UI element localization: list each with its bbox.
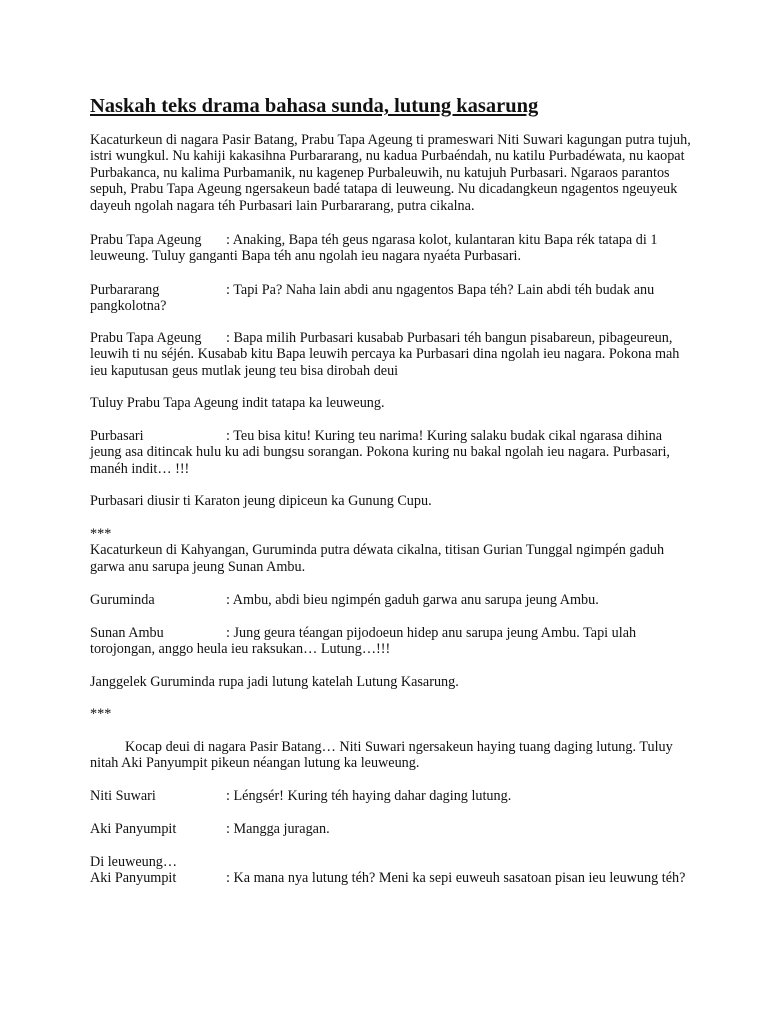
speaker-name: Aki Panyumpit	[90, 870, 177, 887]
dialogue-line: pangkolotna?	[90, 298, 167, 315]
dialogue-purbararang	[90, 282, 690, 315]
speaker-name: Purbasari	[90, 428, 144, 444]
dialogue-line: : Jung geura téangan pijodoeun hidep anu sarupa jeung Ambu. Tapi ulah	[226, 625, 637, 641]
scene-separator: ***	[90, 706, 112, 722]
narration	[90, 674, 690, 690]
dialogue-line: : Tapi Pa? Naha lain abdi anu ngagentos Bapa téh? Lain abdi téh budak anu	[226, 282, 655, 298]
speaker-name: Sunan Ambu	[90, 625, 164, 641]
narration-line: Kacaturkeun di Kahyangan, Guruminda putra déwata cikalna, titisan Gurian Tunggal ngimpén gaduh	[90, 542, 665, 559]
intro-line: sepuh, Prabu Tapa Ageung ngersakeun badé tatapa di leuweung. Nu dicadangkeun ngagentos ngeuyeuk	[90, 181, 678, 198]
narration-line: garwa anu sarupa jeung Sunan Ambu.	[90, 558, 306, 575]
narration-line: nitah Aki Panyumpit pikeun néangan lutung ka leuweung.	[90, 755, 420, 772]
dialogue-line: : Anaking, Bapa téh geus ngarasa kolot, kulantaran kitu Bapa rék tatapa di 1	[226, 232, 658, 248]
narration-line: Di leuweung…	[90, 854, 178, 870]
dialogue-guruminda	[90, 592, 690, 608]
speaker-name: Prabu Tapa Ageung	[90, 232, 202, 248]
dialogue-line: jeung asa ditincak hulu ku adi bungsu sorangan. Pokona kuring nu bakal ngolah ieu nagara. Purbasari,	[90, 444, 670, 461]
speaker-name: Aki Panyumpit	[90, 821, 177, 837]
intro-line: Purbakanca, nu kalima Purbamanik, nu kagenep Purbaleuwih, nu katujuh Purbasari. Ngaraos parantos	[90, 164, 670, 181]
intro-line: Kacaturkeun di nagara Pasir Batang, Prabu Tapa Ageung ti prameswari Niti Suwari kagungan putra tujuh,	[90, 132, 691, 148]
dialogue-sunan-ambu	[90, 625, 690, 658]
speaker-name: Prabu Tapa Ageung	[90, 330, 202, 346]
scene-kahyangan	[90, 526, 690, 575]
dialogue-prabu-2	[90, 330, 690, 379]
dialogue-line: leuwih ti nu séjén. Kusabab kitu Bapa leuwih percaya ka Purbasari dina ngolah ieu nagara. Pokona mah	[90, 346, 680, 363]
dialogue-line: : Teu bisa kitu! Kuring teu narima! Kuring salaku budak cikal ngarasa dihina	[226, 428, 663, 444]
document-title: Naskah teks drama bahasa sunda, lutung kasarung	[90, 95, 539, 117]
speaker-name: Purbararang	[90, 282, 160, 298]
dialogue-aki-panyumpit-1	[90, 821, 690, 837]
dialogue-line: manéh indit… !!!	[90, 460, 190, 477]
narration-line: Kocap deui di nagara Pasir Batang… Niti Suwari ngersakeun haying tuang daging lutung. Tuluy	[125, 739, 673, 755]
dialogue-line: ieu kaputusan geus mutlak jeung teu bisa dirobah deui	[90, 362, 399, 379]
intro-paragraph	[90, 132, 690, 214]
speaker-name: Guruminda	[90, 592, 155, 608]
scene-separator: ***	[90, 526, 112, 542]
dialogue-line: : Bapa milih Purbasari kusabab Purbasari téh bangun pisabareun, pibageureun,	[226, 330, 673, 346]
intro-line: istri wungkul. Nu kahiji kakasihna Purbararang, nu kadua Purbaéndah, nu katilu Purbadéwata, nu kaopat	[90, 148, 685, 165]
narration	[90, 395, 690, 411]
scene-leuweung	[90, 854, 690, 887]
dialogue-prabu-1	[90, 232, 690, 265]
dialogue-line: : Léngsér! Kuring téh haying dahar daging lutung.	[226, 788, 512, 804]
dialogue-line: torojongan, anggo heula ieu raksukan… Lutung…!!!	[90, 641, 391, 658]
dialogue-purbasari	[90, 428, 690, 477]
narration-line: Janggelek Guruminda rupa jadi lutung katelah Lutung Kasarung.	[90, 674, 459, 690]
dialogue-line: : Mangga juragan.	[226, 821, 330, 837]
narration-line: Tuluy Prabu Tapa Ageung indit tatapa ka leuweung.	[90, 395, 385, 411]
narration-line: Purbasari diusir ti Karaton jeung dipiceun ka Gunung Cupu.	[90, 493, 432, 509]
narration	[90, 493, 690, 509]
scene-separator-block	[90, 706, 690, 722]
intro-line: dayeuh ngolah nagara téh Purbasari lain Purbararang, putra cikalna.	[90, 197, 475, 214]
dialogue-line: : Ka mana nya lutung téh? Meni ka sepi euweuh sasatoan pisan ieu leuwung téh?	[226, 870, 686, 887]
dialogue-line: : Ambu, abdi bieu ngimpén gaduh garwa anu sarupa jeung Ambu.	[226, 592, 599, 608]
dialogue-line: leuweung. Tuluy ganganti Bapa téh anu ngolah ieu nagara nyaéta Purbasari.	[90, 248, 522, 265]
narration-pasir-batang	[90, 739, 690, 772]
dialogue-niti-suwari	[90, 788, 690, 804]
speaker-name: Niti Suwari	[90, 788, 156, 804]
